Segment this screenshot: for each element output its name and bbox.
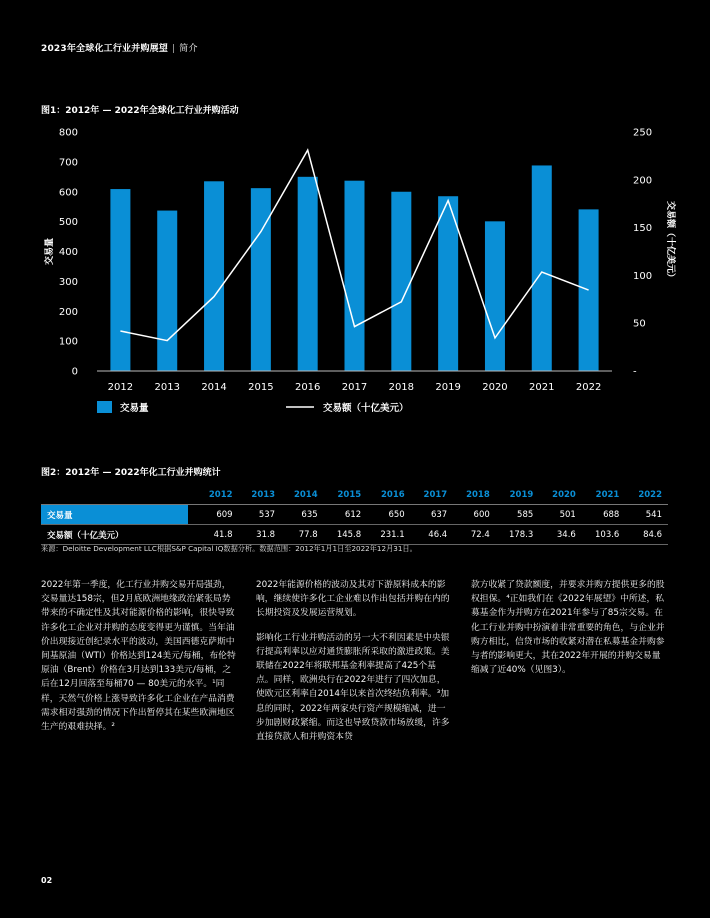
y2-tick-label: 200 — [633, 175, 653, 187]
table-cell-gap — [188, 525, 196, 545]
table-header-blank — [41, 486, 188, 505]
y2-tick-label: - — [633, 366, 637, 378]
table-cell: 609 — [196, 505, 239, 525]
x-tick-label: 2014 — [201, 382, 227, 393]
y-tick-label: 0 — [71, 366, 78, 378]
x-tick-label: 2013 — [154, 382, 180, 393]
report-title: 2023年全球化工行业并购展望 — [41, 44, 169, 54]
bar — [345, 181, 365, 371]
table-cell: 612 — [324, 505, 368, 525]
table-cell: 31.8 — [239, 525, 282, 545]
body-column-2 — [256, 578, 452, 754]
table-header-gap — [188, 486, 196, 505]
table-row — [41, 505, 668, 525]
table-cell: 688 — [582, 505, 626, 525]
row-label: 交易额（十亿美元） — [41, 525, 188, 545]
year-header: 2017 — [423, 489, 448, 500]
table-cell: 41.8 — [196, 525, 239, 545]
year-header: 2012 — [208, 489, 233, 500]
y2-axis-title: 交易额（十亿美元） — [665, 200, 675, 283]
bar — [579, 209, 599, 371]
table-cell: 231.1 — [367, 525, 411, 545]
y-tick-label: 700 — [58, 157, 78, 169]
table-cell: 72.4 — [453, 525, 496, 545]
paragraph: 2022年能源价格的波动及其对下游原料成本的影响，继续使许多化工企业难以作出包括并购在内的长期投资及发展运营规划。 — [256, 580, 450, 619]
table-cell: 541 — [625, 505, 668, 525]
page-header — [41, 41, 198, 54]
figure1-title: 图1：2012年 — 2022年全球化工行业并购活动 — [41, 106, 239, 116]
table-cell: 537 — [239, 505, 282, 525]
x-tick-label: 2020 — [482, 382, 508, 393]
year-header: 2018 — [466, 489, 490, 500]
bar — [204, 181, 224, 371]
x-tick-label: 2015 — [248, 382, 274, 393]
paragraph: 影响化工行业并购活动的另一大不利因素是中央银行提高利率以应对通货膨胀所采取的激进政策。美联储在2022年将联邦基金利率提高了425个基点。同样，欧洲央行在2022年进行了四次加息，使欧元区利率自2014年以来首次终结负利率。³加息的同时，2022年两家央行资产规模缩减，进一步加剧财政紧缩。而这也导致贷款市场放缓，许多直接贷款人和并购资本贷 — [256, 632, 450, 743]
y-tick-label: 400 — [58, 247, 78, 258]
table-cell: 585 — [496, 505, 540, 525]
x-tick-label: 2018 — [388, 382, 415, 393]
year-header: 2019 — [509, 489, 534, 500]
y-axis-title: 交易量 — [45, 237, 55, 266]
bar — [110, 189, 130, 371]
paragraph: 2022年第一季度，化工行业并购交易开局强劲，交易量达158宗，但2月底欧洲地缘政治紧张局势带来的不确定性及其对能源价格的影响，很快导致许多化工企业对并购的态度变得更为谨慎。当年油价出现接近创纪录水平的波动，美国西德克萨斯中间基原油（WTI）价格达到124美元/每桶，布伦特原油（Brent）价格在3月达到133美元/每桶，之后在12月回落至每桶70 — 80美元的水平。¹同样，天然气价格上涨导致许多化工企业在产品消费需求相对强劲的情况下作出暂停其在某些欧洲地区生产的艰难抉择。² — [41, 580, 236, 733]
table-header-row — [41, 486, 668, 505]
bar — [251, 188, 271, 371]
bar — [532, 165, 552, 371]
header-separator: | — [172, 44, 176, 54]
body-column-3 — [471, 578, 667, 687]
table-cell: 178.3 — [496, 525, 540, 545]
page-number: 02 — [41, 876, 53, 885]
x-tick-label: 2022 — [575, 382, 602, 393]
table-cell: 34.6 — [539, 525, 582, 545]
body-column-1 — [41, 578, 237, 744]
legend-bar-swatch — [97, 401, 112, 413]
y-tick-label: 800 — [58, 127, 78, 139]
y-tick-label: 600 — [58, 187, 78, 199]
table-cell: 637 — [411, 505, 454, 525]
year-header: 2020 — [552, 489, 576, 500]
table-row — [41, 525, 668, 545]
table-cell: 650 — [367, 505, 411, 525]
year-header: 2021 — [595, 489, 620, 500]
figure1-chart — [0, 115, 710, 425]
table-cell: 46.4 — [411, 525, 454, 545]
table-cell: 77.8 — [281, 525, 324, 545]
y-tick-label: 500 — [58, 217, 78, 229]
year-header: 2022 — [638, 489, 662, 500]
y2-tick-label: 50 — [633, 318, 646, 330]
section-name: 简介 — [179, 44, 198, 54]
bar — [485, 221, 505, 371]
year-header: 2016 — [381, 489, 405, 500]
y-tick-label: 200 — [58, 306, 78, 318]
y2-tick-label: 250 — [633, 127, 653, 139]
table-cell: 501 — [539, 505, 582, 525]
x-tick-label: 2019 — [435, 382, 461, 393]
table-cell: 600 — [453, 505, 496, 525]
figure2-table — [41, 486, 668, 545]
year-header: 2015 — [337, 489, 362, 500]
legend-bar-label: 交易量 — [120, 403, 149, 414]
table-cell-gap — [188, 505, 196, 525]
bar — [298, 177, 318, 371]
legend-line-label: 交易额（十亿美元） — [323, 403, 409, 414]
x-tick-label: 2012 — [107, 382, 134, 393]
paragraph: 款方收紧了贷款额度，并要求并购方提供更多的股权担保。⁴正如我们在《2022年展望》中所述，私募基金作为并购方在2021年参与了85宗交易。在化工行业并购中扮演着非常重要的角色，与企业并购方相比，信贷市场的收紧对潜在私募基金并购参与者的影响更大，其在2022年开展的并购交易量缩减了近40%（见图3）。 — [471, 580, 665, 676]
figure2-title: 图2：2012年 — 2022年化工行业并购统计 — [41, 468, 221, 478]
year-header: 2014 — [293, 489, 318, 500]
table-cell: 84.6 — [625, 525, 668, 545]
x-tick-label: 2017 — [341, 382, 368, 393]
y-tick-label: 100 — [58, 336, 78, 348]
year-header: 2013 — [251, 489, 276, 500]
row-label: 交易量 — [41, 505, 188, 525]
bar — [157, 211, 177, 371]
y-tick-label: 300 — [58, 276, 78, 288]
x-tick-label: 2016 — [294, 382, 321, 393]
table-cell: 103.6 — [582, 525, 626, 545]
x-tick-label: 2021 — [529, 382, 555, 393]
table-cell: 635 — [281, 505, 324, 525]
y2-tick-label: 150 — [633, 223, 653, 235]
table-cell: 145.8 — [324, 525, 368, 545]
y2-tick-label: 100 — [633, 270, 653, 282]
source-note: 来源：Deloitte Development LLC根据S&P Capital IQ数据分析。数据范围：2012年1月1日至2022年12月31日。 — [41, 544, 417, 553]
bar — [391, 192, 411, 371]
